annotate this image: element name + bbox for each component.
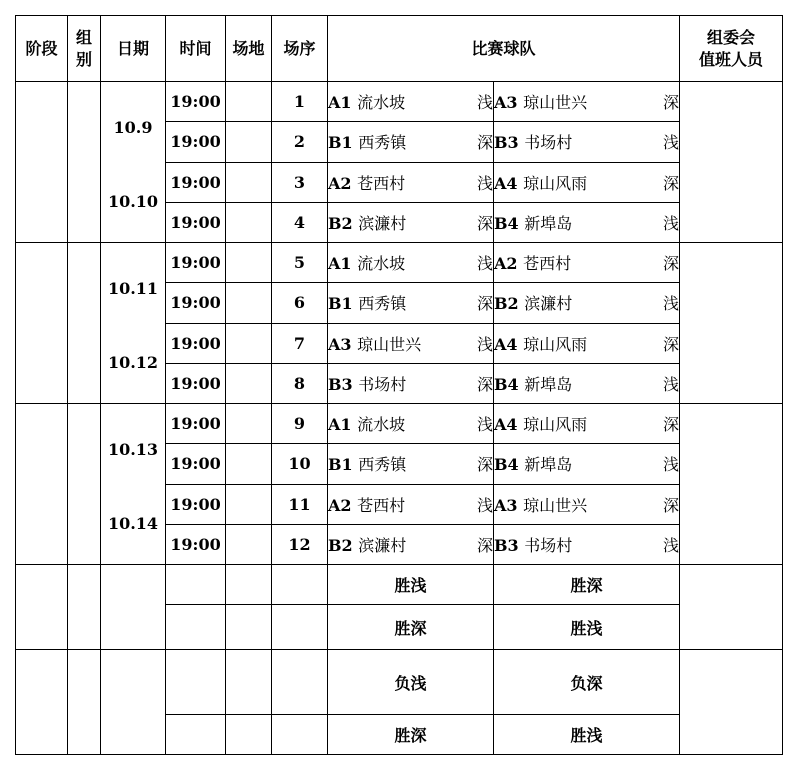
home-team-cell [328, 122, 494, 162]
away-team-code: A3 [494, 93, 518, 113]
date-cell [101, 82, 166, 243]
match-number: 10 [272, 444, 328, 484]
venue-cell [226, 82, 272, 122]
match-number: 11 [272, 484, 328, 524]
time-cell: 19:00 [166, 363, 226, 403]
away-team-label [494, 533, 572, 556]
home-team-label [328, 372, 406, 395]
match-number: 6 [272, 283, 328, 323]
stage-cell [16, 82, 68, 243]
away-team-cell [494, 202, 680, 242]
stage-cell [16, 565, 68, 650]
away-jersey-shade: 浅 [663, 294, 680, 314]
header-staff-line2: 值班人员 [699, 49, 764, 69]
match-number [272, 605, 328, 650]
away-jersey-shade: 深 [663, 93, 680, 113]
away-jersey-shade: 浅 [663, 455, 680, 475]
time-cell: 19:00 [166, 323, 226, 363]
match-number: 5 [272, 243, 328, 283]
away-team-cell [494, 323, 680, 363]
time-cell: 19:00 [166, 484, 226, 524]
stage-cell [16, 650, 68, 755]
home-team-cell [328, 444, 494, 484]
date-label: 10.14 [107, 514, 159, 533]
home-team-code: B2 [328, 535, 353, 555]
home-jersey-shade: 浅 [476, 173, 493, 193]
home-team-cell [328, 484, 494, 524]
home-jersey-shade: 深 [476, 535, 493, 555]
away-team-cell [494, 363, 680, 403]
home-team-label [328, 211, 406, 234]
home-team-name: 苍西村 [357, 495, 406, 515]
away-jersey-shade: 深 [663, 254, 680, 274]
match-number: 1 [272, 82, 328, 122]
date-label: 10.10 [107, 192, 159, 211]
away-team-label [494, 332, 587, 355]
result-row [16, 650, 783, 715]
away-team-cell [494, 162, 680, 202]
away-team-label [494, 130, 572, 153]
group-cell [68, 565, 101, 650]
group-cell [68, 82, 101, 243]
time-cell [166, 605, 226, 650]
home-team-label [328, 291, 406, 314]
home-team-name: 滨濂村 [358, 213, 407, 233]
header-time: 时间 [166, 16, 226, 82]
home-team-label [328, 533, 406, 556]
home-team-label [328, 412, 405, 435]
home-team-name: 流水坡 [357, 254, 406, 274]
home-jersey-shade: 深 [476, 374, 493, 394]
away-team-code: A4 [494, 415, 518, 435]
home-jersey-shade: 浅 [476, 495, 493, 515]
result-row [16, 565, 783, 605]
time-cell: 19:00 [166, 524, 226, 564]
home-team-cell [328, 162, 494, 202]
away-team-name: 书场村 [524, 535, 573, 555]
away-team-cell [494, 484, 680, 524]
home-team-code: B3 [328, 374, 353, 394]
home-team-label [328, 130, 406, 153]
home-team-label [328, 251, 405, 274]
header-staff-line1: 组委会 [707, 27, 756, 47]
staff-cell [680, 243, 783, 404]
away-team-label [494, 291, 572, 314]
date-wrap [101, 243, 165, 403]
home-team-name: 流水坡 [357, 415, 406, 435]
date-label: 10.13 [107, 440, 159, 459]
staff-cell [680, 650, 783, 755]
group-cell [68, 650, 101, 755]
staff-cell [680, 565, 783, 650]
time-cell [166, 715, 226, 755]
away-team-label [494, 251, 571, 274]
time-cell: 19:00 [166, 283, 226, 323]
time-cell [166, 650, 226, 715]
home-jersey-shade: 深 [476, 213, 493, 233]
home-jersey-shade: 浅 [476, 93, 493, 113]
away-team-name: 新埠岛 [524, 455, 573, 475]
header-group [68, 16, 101, 82]
home-team-cell [328, 202, 494, 242]
away-team-code: B4 [494, 374, 519, 394]
match-row [16, 404, 783, 444]
result-left: 胜深 [328, 715, 494, 755]
home-team-cell [328, 363, 494, 403]
time-cell: 19:00 [166, 243, 226, 283]
away-team-name: 琼山风雨 [523, 334, 588, 354]
away-team-label [494, 211, 572, 234]
venue-cell [226, 243, 272, 283]
home-jersey-shade: 浅 [476, 415, 493, 435]
home-team-code: A1 [328, 93, 352, 113]
away-team-label [494, 493, 587, 516]
home-team-label [328, 332, 421, 355]
away-team-cell [494, 122, 680, 162]
away-team-cell [494, 283, 680, 323]
match-number [272, 650, 328, 715]
home-team-label [328, 493, 405, 516]
home-team-code: B1 [328, 455, 353, 475]
venue-cell [226, 715, 272, 755]
home-team-label [328, 452, 406, 475]
away-team-code: A4 [494, 334, 518, 354]
header-teams: 比赛球队 [328, 16, 680, 82]
header-stage: 阶段 [16, 16, 68, 82]
date-cell [101, 243, 166, 404]
away-jersey-shade: 浅 [663, 133, 680, 153]
venue-cell [226, 484, 272, 524]
home-team-cell [328, 283, 494, 323]
home-team-name: 西秀镇 [358, 294, 407, 314]
away-team-name: 新埠岛 [524, 213, 573, 233]
match-number: 4 [272, 202, 328, 242]
home-team-label [328, 171, 405, 194]
venue-cell [226, 162, 272, 202]
away-jersey-shade: 深 [663, 495, 680, 515]
home-team-name: 书场村 [358, 374, 407, 394]
away-team-label [494, 171, 587, 194]
date-label: 10.12 [107, 353, 159, 372]
venue-cell [226, 605, 272, 650]
group-cell [68, 404, 101, 565]
result-right: 胜浅 [494, 715, 680, 755]
home-team-name: 流水坡 [357, 93, 406, 113]
home-team-code: A1 [328, 415, 352, 435]
result-left: 胜浅 [328, 565, 494, 605]
away-team-label [494, 412, 587, 435]
match-number: 2 [272, 122, 328, 162]
time-cell: 19:00 [166, 122, 226, 162]
venue-cell [226, 283, 272, 323]
date-wrap [101, 82, 165, 242]
away-jersey-shade: 浅 [663, 374, 680, 394]
home-team-name: 苍西村 [357, 173, 406, 193]
time-cell: 19:00 [166, 404, 226, 444]
header-order: 场序 [272, 16, 328, 82]
away-team-name: 新埠岛 [524, 374, 573, 394]
date-cell [101, 404, 166, 565]
schedule-table [15, 15, 783, 755]
away-team-code: B4 [494, 455, 519, 475]
home-team-code: B1 [328, 294, 353, 314]
away-team-code: B3 [494, 133, 519, 153]
home-jersey-shade: 浅 [476, 254, 493, 274]
away-team-cell [494, 524, 680, 564]
header-venue: 场地 [226, 16, 272, 82]
home-team-name: 琼山世兴 [357, 334, 422, 354]
home-team-cell [328, 524, 494, 564]
match-number [272, 565, 328, 605]
away-team-label [494, 452, 572, 475]
result-right: 胜深 [494, 565, 680, 605]
home-team-code: A2 [328, 173, 352, 193]
away-jersey-shade: 浅 [663, 535, 680, 555]
away-jersey-shade: 浅 [663, 213, 680, 233]
match-row [16, 82, 783, 122]
away-team-label [494, 372, 572, 395]
date-wrap [101, 404, 165, 564]
away-team-name: 书场村 [524, 133, 573, 153]
header-staff [680, 16, 783, 82]
stage-cell [16, 243, 68, 404]
home-team-code: A2 [328, 495, 352, 515]
away-team-name: 琼山风雨 [523, 415, 588, 435]
away-jersey-shade: 深 [663, 334, 680, 354]
home-jersey-shade: 深 [476, 294, 493, 314]
stage-cell [16, 404, 68, 565]
away-team-name: 琼山世兴 [523, 93, 588, 113]
away-team-code: A3 [494, 495, 518, 515]
away-jersey-shade: 深 [663, 415, 680, 435]
away-team-name: 琼山世兴 [523, 495, 588, 515]
home-team-code: B2 [328, 213, 353, 233]
time-cell: 19:00 [166, 162, 226, 202]
match-number: 3 [272, 162, 328, 202]
away-team-code: A2 [494, 254, 518, 274]
result-left: 胜深 [328, 605, 494, 650]
home-jersey-shade: 深 [476, 455, 493, 475]
match-number: 8 [272, 363, 328, 403]
away-team-cell [494, 444, 680, 484]
staff-cell [680, 82, 783, 243]
home-team-code: A1 [328, 254, 352, 274]
header-date: 日期 [101, 16, 166, 82]
venue-cell [226, 650, 272, 715]
date-cell [101, 650, 166, 755]
away-team-code: B4 [494, 213, 519, 233]
away-team-cell [494, 404, 680, 444]
venue-cell [226, 202, 272, 242]
time-cell: 19:00 [166, 82, 226, 122]
venue-cell [226, 323, 272, 363]
home-team-cell [328, 243, 494, 283]
away-team-label [494, 90, 587, 113]
venue-cell [226, 565, 272, 605]
home-team-cell [328, 82, 494, 122]
date-label: 10.9 [113, 118, 153, 137]
away-jersey-shade: 深 [663, 173, 680, 193]
home-jersey-shade: 深 [476, 133, 493, 153]
away-team-name: 苍西村 [523, 254, 572, 274]
time-cell: 19:00 [166, 444, 226, 484]
venue-cell [226, 524, 272, 564]
match-number: 9 [272, 404, 328, 444]
match-number: 12 [272, 524, 328, 564]
date-label: 10.11 [107, 279, 159, 298]
staff-cell [680, 404, 783, 565]
away-team-code: B2 [494, 294, 519, 314]
group-cell [68, 243, 101, 404]
home-team-cell [328, 323, 494, 363]
home-team-name: 西秀镇 [358, 133, 407, 153]
away-team-code: A4 [494, 173, 518, 193]
home-team-code: B1 [328, 133, 353, 153]
match-number: 7 [272, 323, 328, 363]
date-cell [101, 565, 166, 650]
away-team-name: 琼山风雨 [523, 173, 588, 193]
header-row [16, 16, 783, 82]
away-team-code: B3 [494, 535, 519, 555]
away-team-cell [494, 82, 680, 122]
time-cell [166, 565, 226, 605]
match-row [16, 243, 783, 283]
home-team-label [328, 90, 405, 113]
time-cell: 19:00 [166, 202, 226, 242]
header-group-text: 组别 [76, 27, 93, 69]
venue-cell [226, 122, 272, 162]
result-right: 负深 [494, 650, 680, 715]
result-left: 负浅 [328, 650, 494, 715]
home-jersey-shade: 浅 [476, 334, 493, 354]
venue-cell [226, 444, 272, 484]
home-team-code: A3 [328, 334, 352, 354]
result-right: 胜浅 [494, 605, 680, 650]
venue-cell [226, 404, 272, 444]
venue-cell [226, 363, 272, 403]
home-team-cell [328, 404, 494, 444]
match-number [272, 715, 328, 755]
away-team-cell [494, 243, 680, 283]
home-team-name: 滨濂村 [358, 535, 407, 555]
home-team-name: 西秀镇 [358, 455, 407, 475]
away-team-name: 滨濂村 [524, 294, 573, 314]
